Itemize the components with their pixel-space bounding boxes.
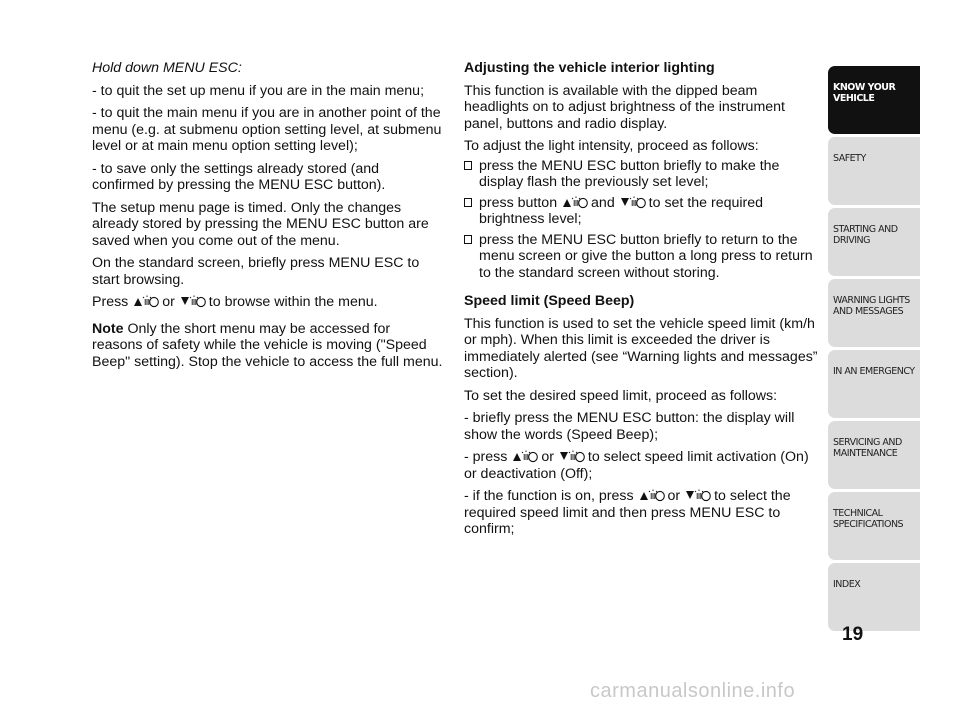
note-text: Only the short menu may be accessed for reasons of safety while the vehicle is moving ("Speed Beep" setting). Stop the vehicle to access the full menu.: [92, 320, 443, 370]
tab-label: SAFETY: [833, 153, 866, 164]
tab-index[interactable]: [828, 563, 920, 631]
paragraph: To adjust the light intensity, proceed as follows:: [464, 138, 759, 154]
checkbox-bullet-icon: [464, 235, 472, 244]
tab-safety[interactable]: [828, 137, 920, 205]
list-item-text: press the MENU ESC button briefly to make the display flash the previously set level;: [479, 157, 780, 190]
note-label: Note: [92, 320, 124, 337]
tab-starting-and-driving[interactable]: [828, 208, 920, 276]
text: or: [162, 294, 175, 310]
text: to browse within the menu.: [208, 294, 378, 310]
watermark: carmanualsonline.info: [590, 680, 796, 702]
list-item: [464, 158, 819, 191]
right-column: [464, 60, 819, 544]
tab-technical-specifications[interactable]: [828, 492, 920, 560]
text: - if the function is on, press: [464, 488, 634, 504]
text: to set the required brightness level;: [479, 194, 764, 227]
up-button-icon: [133, 294, 161, 308]
tab-label: IN AN EMERGENCY: [833, 366, 915, 377]
up-button-icon: [562, 195, 590, 209]
tab-label: KNOW YOUR VEHICLE: [833, 82, 896, 104]
instruction-intro: Hold down MENU ESC:: [92, 60, 242, 76]
paragraph: [464, 488, 819, 538]
left-column: [92, 60, 444, 376]
up-button-icon: [512, 449, 540, 463]
paragraph: This function is used to set the vehicle speed limit (km/h or mph). When this limit is exceeded the driver is immediately alerted (see “Warning lights and messages” section).: [464, 315, 818, 381]
paragraph-browse: [92, 294, 444, 311]
paragraph: - to quit the set up menu if you are in the main menu;: [92, 82, 425, 99]
text: to select the required speed limit and then press MENU ESC to confirm;: [464, 488, 791, 537]
paragraph: To set the desired speed limit, proceed as follows:: [464, 387, 778, 404]
list-item: [464, 195, 819, 228]
checkbox-bullet-icon: [464, 161, 472, 170]
tab-servicing-and-maintenance[interactable]: [828, 421, 920, 489]
paragraph: [464, 449, 819, 482]
list-item: [464, 232, 819, 282]
down-button-icon: [620, 195, 648, 209]
tab-label: SERVICING AND MAINTENANCE: [833, 437, 902, 459]
tab-label: WARNING LIGHTS AND MESSAGES: [833, 295, 910, 317]
paragraph: - to save only the settings already stored (and confirmed by pressing the MENU ESC button).: [92, 160, 386, 193]
chapter-tabs: [828, 66, 920, 634]
page-number: 19: [842, 624, 864, 645]
text: - press: [464, 449, 508, 465]
tab-in-an-emergency[interactable]: [828, 350, 920, 418]
section-heading: Adjusting the vehicle interior lighting: [464, 60, 715, 76]
text: press button: [479, 194, 558, 211]
down-button-icon: [180, 294, 208, 308]
text: to select speed limit activation (On) or deactivation (Off);: [464, 449, 809, 482]
tab-label: TECHNICAL SPECIFICATIONS: [833, 508, 904, 530]
checkbox-bullet-icon: [464, 198, 472, 207]
tab-know-your-vehicle[interactable]: [828, 66, 920, 134]
tab-warning-lights[interactable]: [828, 279, 920, 347]
text: or: [667, 488, 681, 504]
text: Press: [92, 294, 129, 310]
down-button-icon: [559, 449, 587, 463]
tab-label: INDEX: [833, 579, 861, 590]
section-heading: Speed limit (Speed Beep): [464, 293, 635, 309]
paragraph: - to quit the main menu if you are in another point of the menu (e.g. at submenu option setting level, at submenu level or at main menu option setting level);: [92, 105, 442, 154]
down-button-icon: [685, 488, 713, 502]
tab-label: STARTING AND DRIVING: [833, 224, 898, 246]
text: or: [541, 449, 554, 465]
up-button-icon: [639, 488, 667, 502]
paragraph: The setup menu page is timed. Only the changes already stored by pressing the MENU ESC button are saved when you come out of the menu.: [92, 199, 429, 249]
paragraph: This function is available with the dipped beam headlights on to adjust brightness of the instrument panel, buttons and radio display.: [464, 82, 785, 132]
paragraph: On the standard screen, briefly press MENU ESC to start browsing.: [92, 255, 420, 288]
list-item-text: press the MENU ESC button briefly to return to the menu screen or give the button a long press to return to the standard screen without storing.: [479, 231, 813, 281]
paragraph: - briefly press the MENU ESC button: the display will show the words (Speed Beep);: [464, 410, 795, 443]
note: [92, 321, 444, 371]
text: and: [591, 194, 615, 211]
